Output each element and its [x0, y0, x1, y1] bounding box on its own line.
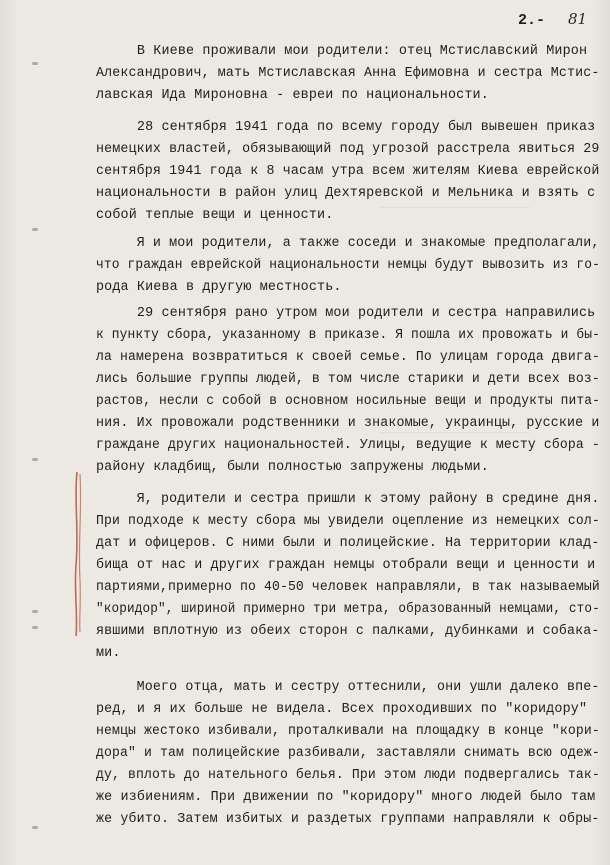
text-line: явшими вплотную из обеих сторон с палками, дубинками и собака- — [96, 624, 600, 639]
text-line: Александрович, мать Мстиславская Анна Ефимовна и сестра Мстис- — [96, 66, 600, 81]
text-line: же избиениям. При движении по "коридору" много людей было там — [96, 790, 596, 805]
text-line: же убито. Затем избитых и раздетых группами направляли к обры- — [96, 812, 600, 827]
text-line: При подходе к месту сбора мы увидели оцепление из немецких сол- — [96, 514, 600, 529]
bleed-through — [380, 207, 530, 208]
text-line: 28 сентября 1941 года по всему городу был вывешен приказ — [96, 120, 596, 135]
text-line: партиями,примерно по 40-50 человек направляли, в так называемый — [96, 580, 600, 595]
text-line: ду, вплоть до нательного белья. При этом люди подвергались так- — [96, 768, 600, 783]
binding-hole — [32, 458, 38, 461]
binding-hole — [32, 826, 38, 829]
folio-number: 81 — [568, 10, 588, 28]
text-line: рода Киева в другую местность. — [96, 280, 342, 295]
text-line: собой теплые вещи и ценности. — [96, 208, 334, 223]
text-line: Я и мои родители, а также соседи и знакомые предполагали, — [96, 236, 600, 251]
text-line: граждане других национальностей. Улицы, ведущие к месту сбора - — [96, 438, 600, 453]
text-line: национальности в район улиц Дехтяревской и Мельника и взять с — [96, 186, 596, 201]
text-line: ред, и я их больше не видела. Всех проходивших по "коридору" — [96, 702, 588, 717]
text-line: растов, несли с собой в основном носильные вещи и продукты пита- — [96, 394, 600, 409]
text-line: к пункту сбора, указанному в приказе. Я пошла их провожать и бы- — [96, 328, 600, 343]
text-line: В Киеве проживали мои родители: отец Мстиславский Мирон — [96, 44, 588, 59]
text-line: району кладбищ, были полностью запружены людьми. — [96, 460, 489, 475]
text-line: немецких властей, обязывающий под угрозой расстрела явиться 29 — [96, 142, 600, 157]
text-line: лавская Ида Мироновна - евреи по национальности. — [96, 88, 489, 103]
text-line: дора" и там полицейские разбивали, заставляли снимать всю одеж- — [96, 746, 600, 761]
margin-pencil-mark — [68, 470, 86, 638]
text-line: лись большие группы людей, в том числе старики и дети всех воз- — [96, 372, 600, 387]
binding-hole — [32, 610, 38, 613]
binding-hole — [32, 228, 38, 231]
text-line: ла намерена возвратиться к своей семье. По улицам города двига- — [96, 350, 600, 365]
text-line: дат и офицеров. С ними были и полицейские. На территории клад- — [96, 536, 600, 551]
text-line: Моего отца, мать и сестру оттеснили, они ушли далеко впе- — [96, 680, 600, 695]
page-number: 2.- — [518, 12, 546, 29]
binding-hole — [32, 62, 38, 65]
binding-hole — [32, 626, 38, 629]
bleed-through — [380, 432, 530, 433]
text-line: бища от нас и других граждан немцы отобрали вещи и ценности и — [96, 558, 596, 573]
text-line: Я, родители и сестра пришли к этому району в средине дня. — [96, 492, 600, 507]
text-line: сентября 1941 года к 8 часам утра всем жителям Киева еврейской — [96, 164, 600, 179]
text-line: ния. Их провожали родственники и знакомые, украинцы, русские и — [96, 416, 600, 431]
text-line: 29 сентября рано утром мои родители и сестра направились — [96, 306, 596, 321]
text-line: что граждан еврейской национальности немцы будут вывозить из го- — [96, 258, 600, 273]
text-line: немцы жестоко избивали, проталкивали на площадку в конце "кори- — [96, 724, 600, 739]
text-line: "коридор", шириной примерно три метра, образованный немцами, сто- — [96, 602, 600, 617]
text-line: ми. — [96, 646, 121, 661]
